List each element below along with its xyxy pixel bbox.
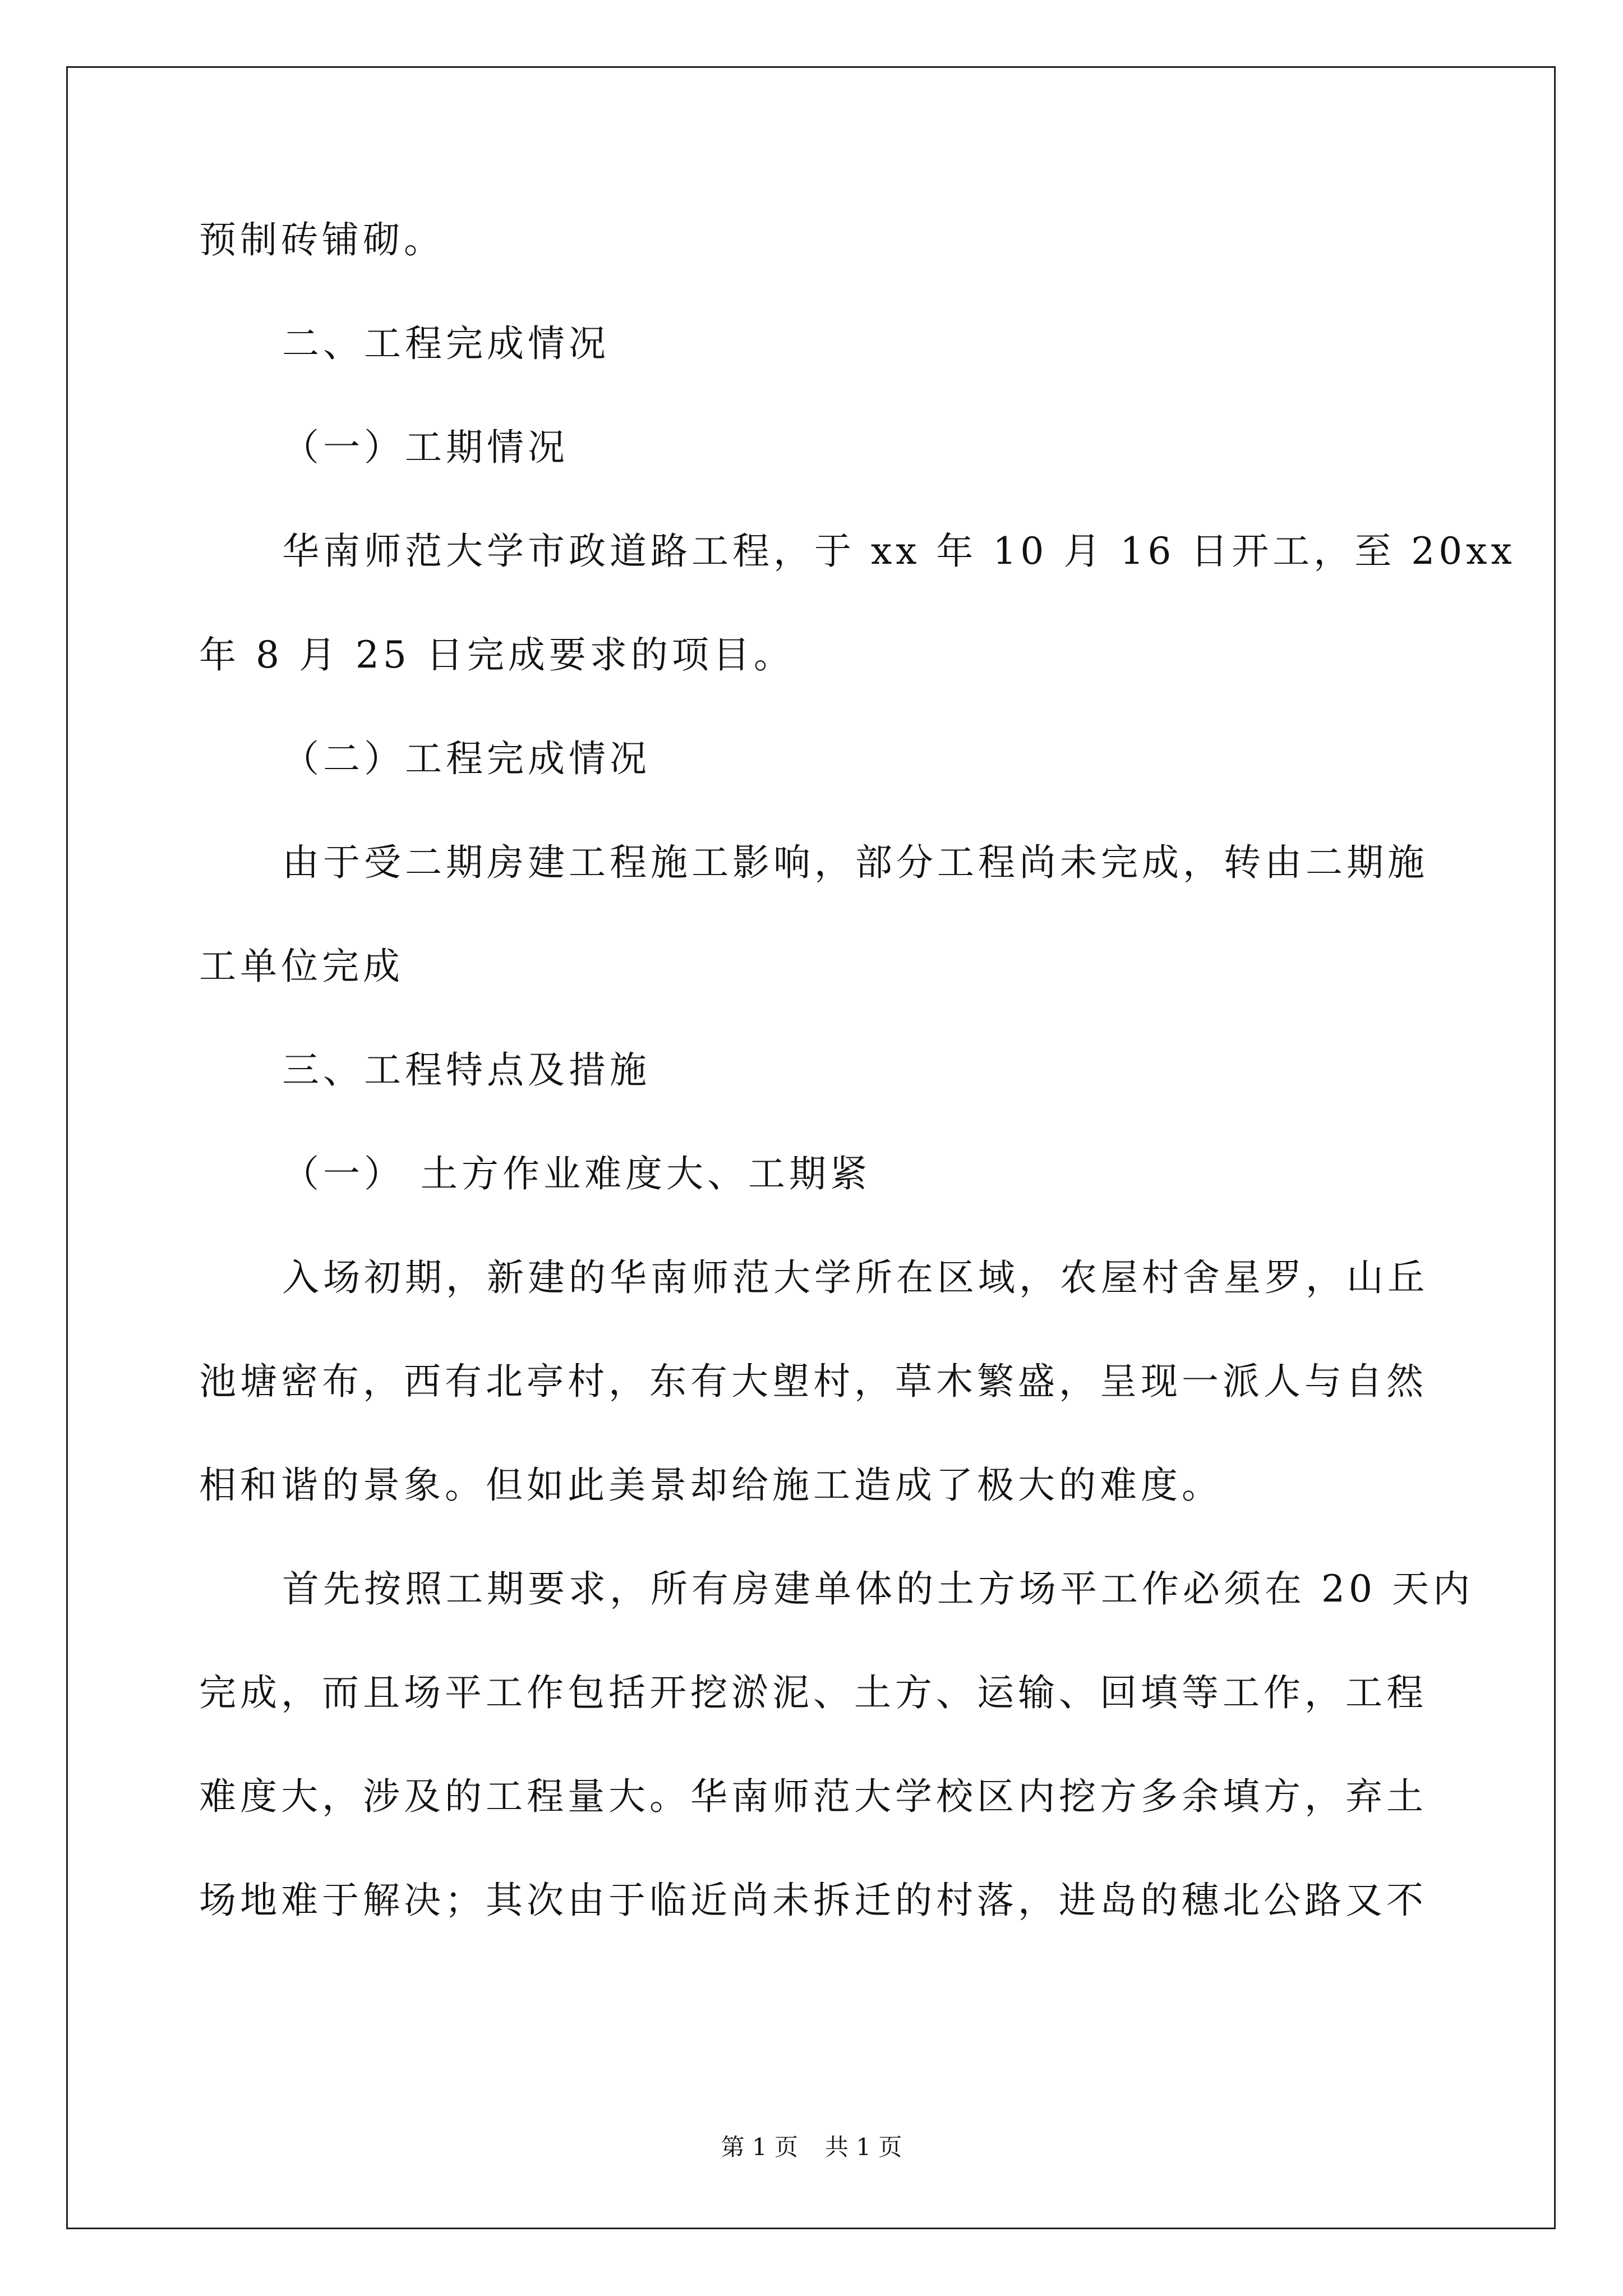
- text-line: 首先按照工期要求，所有房建单体的土方场平工作必须在 20 天内: [282, 1567, 1474, 1611]
- subsection-heading: （二）工程完成情况: [282, 737, 651, 780]
- text-line: 难度大，涉及的工程量大。华南师范大学校区内挖方多余填方，弃土: [199, 1775, 1427, 1818]
- text-line: 由于受二期房建工程施工影响，部分工程尚未完成，转由二期施: [282, 841, 1428, 884]
- text-line: 相和谐的景象。但如此美景却给施工造成了极大的难度。: [199, 1464, 1223, 1507]
- text-line: 池塘密布，西有北亭村，东有大塱村，草木繁盛，呈现一派人与自然: [199, 1360, 1427, 1403]
- text-line: 华南师范大学市政道路工程，于 xx 年 10 月 16 日开工，至 20xx: [282, 530, 1516, 573]
- subsection-heading: （一） 土方作业难度大、工期紧: [282, 1152, 871, 1195]
- text-line: 年 8 月 25 日完成要求的项目。: [199, 633, 795, 677]
- page-footer: [0, 2133, 1623, 2161]
- section-heading: 三、工程特点及措施: [282, 1048, 651, 1092]
- text-line: 完成，而且场平工作包括开挖淤泥、土方、运输、回填等工作，工程: [199, 1671, 1427, 1714]
- section-heading: 二、工程完成情况: [282, 322, 610, 365]
- text-line: 场地难于解决；其次由于临近尚未拆迁的村落，进岛的穗北公路又不: [199, 1879, 1427, 1922]
- text-line: 工单位完成: [199, 945, 404, 988]
- text-line: 入场初期，新建的华南师范大学所在区域，农屋村舍星罗，山丘: [282, 1256, 1428, 1299]
- subsection-heading: （一）工期情况: [282, 426, 569, 469]
- page-total: 共 1 页: [825, 2133, 902, 2161]
- text-line: 预制砖铺砌。: [199, 218, 445, 261]
- page-number: 第 1 页: [721, 2133, 798, 2161]
